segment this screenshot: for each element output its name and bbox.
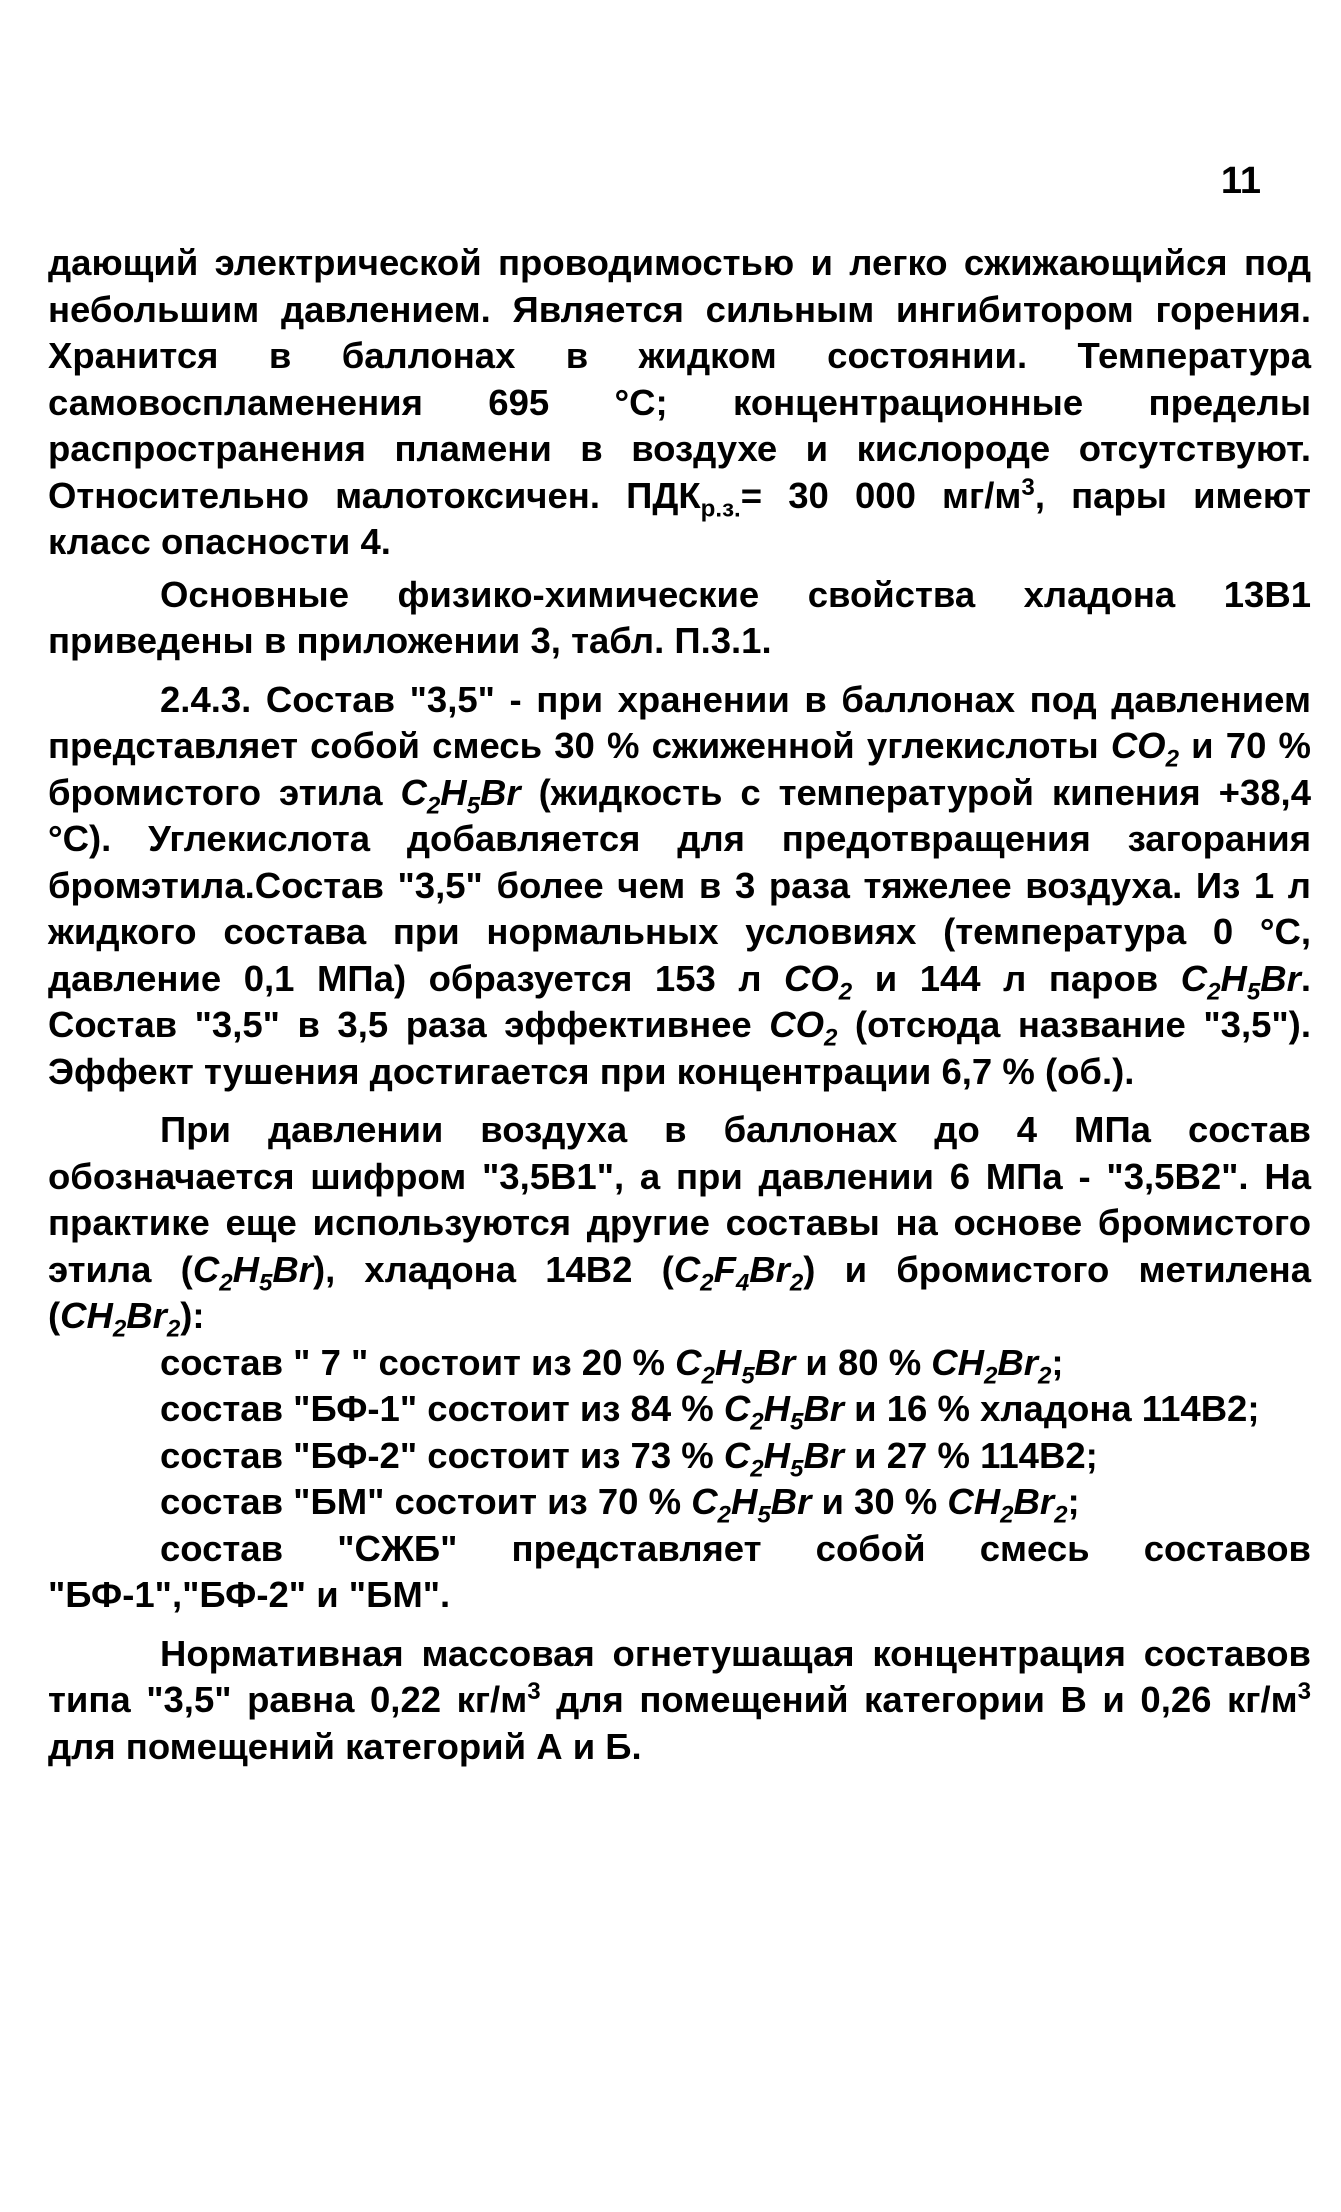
- list-item-composition-bm: состав "БМ" состоит из 70 % $С_2Н_5Br$ и 30 % $СН_2Br_2$;: [160, 1481, 1080, 1529]
- superscript: 3: [527, 1677, 541, 1705]
- list-item-composition-bf2: состав "БФ-2" состоит из 73 % $С_2Н_5Br$ и 27 % 114В2;: [160, 1434, 1098, 1482]
- text-run: При давлении воздуха в баллонах до 4 МПа состав обозначается шифром "3,5В1", а при давлении 6 МПа - "3,5В2". На практике еще используются другие составы на основе бромистого этила (: [48, 1109, 1311, 1290]
- paragraph-pressure: [48, 1107, 1311, 1343]
- text-run: и 144 л паров: [852, 957, 1181, 999]
- formula-co2: $СО_2$: [784, 957, 853, 1005]
- page-number: 11: [1220, 160, 1261, 202]
- subscript: р.з.: [700, 494, 741, 522]
- formula-co2: $СО_2$: [1110, 725, 1179, 773]
- list-item-composition-szhb: состав "СЖБ" представляет собой смесь составов "БФ-1","БФ-2" и "БМ".: [48, 1527, 1311, 1615]
- formula-c2h5br: $С_2Н_5Br$: [400, 771, 521, 819]
- text-run: ) и бромистого метилена (: [48, 1248, 1311, 1336]
- text-run: , пары имеют класс опасности 4.: [48, 474, 1311, 562]
- formula-c2h5br: $С_2Н_5Br$: [1180, 957, 1301, 1005]
- formula-c2h5br: $С_2Н_5Br$: [192, 1248, 313, 1296]
- paragraph-section-2-4-3: [48, 677, 1311, 1096]
- list-item-composition-bf1: состав "БФ-1" состоит из 84 % $С_2Н_5Br$ и 16 % хладона 114В2;: [160, 1388, 1260, 1436]
- section-number: 2.4.3.: [160, 678, 252, 720]
- superscript: 3: [1297, 1677, 1311, 1705]
- paragraph-continuation: [48, 240, 1311, 566]
- formula-c2f4br2: $С_2F_4Br_2$: [673, 1248, 804, 1296]
- formula-ch2br2: $СН_2Br_2$: [931, 1341, 1052, 1389]
- formula-co2: $СО_2$: [769, 1004, 838, 1052]
- text-run: ):: [180, 1295, 205, 1336]
- superscript: 3: [1021, 473, 1035, 501]
- formula-c2h5br: $С_2Н_5Br$: [675, 1341, 796, 1389]
- text-run: дающий электрической проводимостью и легко сжижающийся под небольшим давлением. Является сильным ингибитором горения. Хранится в баллонах в жидком состоянии. Температура самовоспламенения 695 °С; концентрационные пределы распространения пламени в воздухе и кислороде отсутствуют. Относительно малотоксичен. ПДК: [48, 242, 1311, 516]
- paragraph-properties-ref: Основные физико-химические свойства хладона 13В1 приведены в приложении 3, табл. П.3.1.: [48, 573, 1311, 661]
- text-run: (отсюда название "3,5"). Эффект тушения достигается при концентрации 6,7 % (об.).: [48, 1004, 1311, 1092]
- formula-ch2br2: $СН_2Br_2$: [60, 1295, 181, 1343]
- paragraph-norm-concentration: Нормативная массовая огнетушащая концентрация составов типа "3,5" равна 0,22 $кг/м^3$ для помещений категории В и 0,26 $кг/м^3$ для помещений категорий А и Б.: [48, 1632, 1311, 1767]
- text-run: (жидкость с температурой кипения +38,4 °С). Углекислота добавляется для предотвращения загорания бромэтила.Состав "3,5" более чем в 3 раза тяжелее воздуха. Из 1 л жидкого состава при нормальных условиях (температура 0 °С, давление 0,1 МПа) образуется 153 л: [48, 771, 1311, 999]
- formula-c2h5br: $С_2Н_5Br$: [723, 1434, 845, 1482]
- list-item-composition-7: состав " 7 " состоит из 20 % $С_2Н_5Br$ и 80 % $СН_2Br_2$;: [160, 1341, 1064, 1389]
- page-body: [48, 240, 1311, 1770]
- formula-ch2br2: $СН_2Br_2$: [947, 1481, 1068, 1529]
- text-run: и 70 % бромистого этила: [48, 725, 1311, 813]
- formula-c2h5br: $С_2Н_5Br$: [691, 1481, 812, 1529]
- text-run: . Состав "3,5" в 3,5 раза эффективнее: [48, 957, 1311, 1045]
- section-title: Состав "3,5": [265, 678, 495, 720]
- formula-c2h5br: $С_2Н_5Br$: [723, 1388, 845, 1436]
- text-run: - при хранении в баллонах под давлением представляет собой смесь 30 % сжиженной углекислоты: [48, 678, 1311, 766]
- text-run: ), хладона 14В2 (: [312, 1248, 674, 1290]
- text-run: = 30 000 мг/м: [740, 474, 1022, 516]
